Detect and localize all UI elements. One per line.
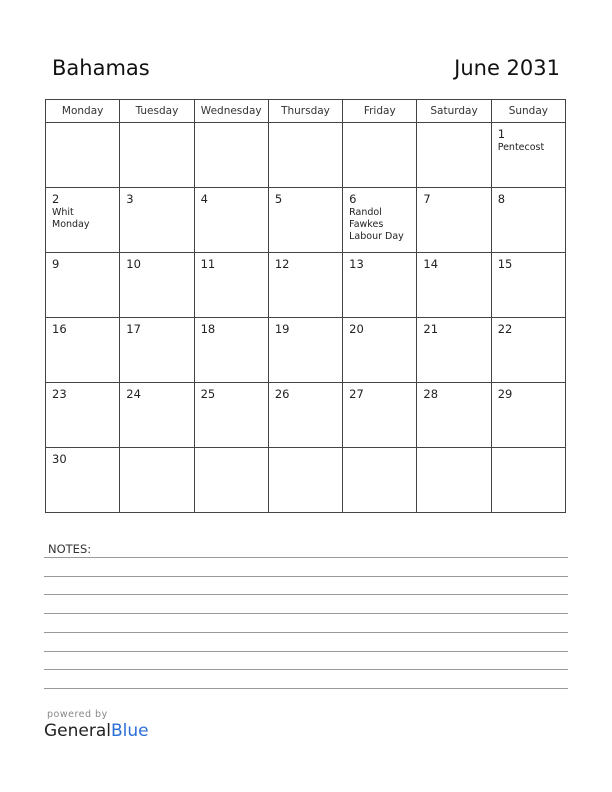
day-number: 6 <box>349 192 357 206</box>
day-cell[interactable] <box>268 188 342 253</box>
country-title: Bahamas <box>52 56 150 80</box>
day-cell[interactable] <box>343 253 417 318</box>
day-cell <box>268 123 342 188</box>
day-cell[interactable] <box>194 383 268 448</box>
day-cell[interactable] <box>46 383 120 448</box>
day-number: 19 <box>274 322 290 336</box>
day-cell <box>46 123 120 188</box>
notes-label: NOTES: <box>48 542 92 556</box>
day-number: 11 <box>200 257 216 271</box>
note-line <box>44 557 568 558</box>
brand-general: General <box>44 721 111 741</box>
note-line <box>44 651 568 652</box>
week-row <box>46 318 566 383</box>
holiday-label: Whit Monday <box>52 207 90 230</box>
weekday-thursday: Thursday <box>268 100 342 123</box>
day-number: 14 <box>423 257 439 271</box>
day-cell[interactable] <box>46 448 120 513</box>
day-number: 2 <box>52 192 60 206</box>
weekday-header-row <box>46 100 566 123</box>
day-cell[interactable] <box>491 383 565 448</box>
day-cell <box>343 123 417 188</box>
day-number: 21 <box>423 322 439 336</box>
day-number: 18 <box>200 322 216 336</box>
day-cell[interactable] <box>194 253 268 318</box>
day-cell[interactable] <box>120 188 194 253</box>
day-cell[interactable] <box>343 318 417 383</box>
day-number: 15 <box>497 257 513 271</box>
calendar-grid <box>45 99 566 513</box>
day-cell[interactable] <box>491 188 565 253</box>
day-cell <box>120 123 194 188</box>
day-cell <box>343 448 417 513</box>
day-number: 28 <box>423 387 439 401</box>
day-cell <box>194 448 268 513</box>
day-cell[interactable] <box>46 188 120 253</box>
day-number: 29 <box>497 387 513 401</box>
day-number: 13 <box>349 257 364 271</box>
day-number: 23 <box>52 387 67 401</box>
day-number: 3 <box>126 192 134 206</box>
day-cell[interactable] <box>491 318 565 383</box>
week-row <box>46 123 566 188</box>
day-cell[interactable] <box>194 318 268 383</box>
brand-blue: Blue <box>111 721 149 741</box>
day-number: 26 <box>274 387 290 401</box>
week-row <box>46 253 566 318</box>
weekday-tuesday: Tuesday <box>120 100 194 123</box>
day-number: 12 <box>274 257 290 271</box>
day-cell[interactable] <box>491 123 565 188</box>
day-cell <box>417 448 491 513</box>
day-cell[interactable] <box>491 253 565 318</box>
weekday-monday: Monday <box>46 100 120 123</box>
week-row <box>46 188 566 253</box>
day-number: 9 <box>52 257 60 271</box>
day-cell[interactable] <box>268 318 342 383</box>
note-line <box>44 613 568 614</box>
day-cell[interactable] <box>417 188 491 253</box>
day-cell[interactable] <box>120 318 194 383</box>
day-cell <box>194 123 268 188</box>
day-number: 4 <box>200 192 208 206</box>
brand-logo[interactable] <box>44 721 149 741</box>
day-cell <box>491 448 565 513</box>
note-line <box>44 576 568 577</box>
day-cell[interactable] <box>268 383 342 448</box>
weekday-saturday: Saturday <box>417 100 491 123</box>
day-number: 16 <box>52 322 67 336</box>
day-number: 30 <box>52 452 67 466</box>
powered-by-text: powered by <box>47 709 108 720</box>
day-number: 25 <box>200 387 216 401</box>
day-number: 5 <box>274 192 283 206</box>
day-number: 22 <box>497 322 513 336</box>
weekday-sunday: Sunday <box>491 100 565 123</box>
day-cell[interactable] <box>194 188 268 253</box>
day-number: 27 <box>349 387 364 401</box>
note-line <box>44 594 568 595</box>
day-cell[interactable] <box>417 253 491 318</box>
week-row <box>46 383 566 448</box>
month-year-title: June 2031 <box>454 56 560 80</box>
day-cell[interactable] <box>46 318 120 383</box>
day-cell <box>417 123 491 188</box>
day-number: 17 <box>126 322 141 336</box>
day-cell[interactable] <box>120 383 194 448</box>
weekday-friday: Friday <box>343 100 417 123</box>
day-number: 8 <box>497 192 506 206</box>
note-line <box>44 632 568 633</box>
day-cell[interactable] <box>120 253 194 318</box>
note-line <box>44 669 568 670</box>
holiday-label: Randol Fawkes Labour Day <box>349 207 404 242</box>
week-row <box>46 448 566 513</box>
day-number: 7 <box>423 192 431 206</box>
day-cell <box>120 448 194 513</box>
day-cell[interactable] <box>343 383 417 448</box>
day-cell <box>268 448 342 513</box>
day-cell[interactable] <box>268 253 342 318</box>
weekday-wednesday: Wednesday <box>194 100 268 123</box>
day-number: 24 <box>126 387 141 401</box>
day-cell[interactable] <box>417 318 491 383</box>
holiday-label: Pentecost <box>497 142 545 153</box>
day-cell[interactable] <box>46 253 120 318</box>
note-line <box>44 688 568 689</box>
day-cell[interactable] <box>343 188 417 253</box>
day-number: 10 <box>126 257 141 271</box>
day-number: 1 <box>497 127 506 141</box>
day-number: 20 <box>349 322 364 336</box>
day-cell[interactable] <box>417 383 491 448</box>
